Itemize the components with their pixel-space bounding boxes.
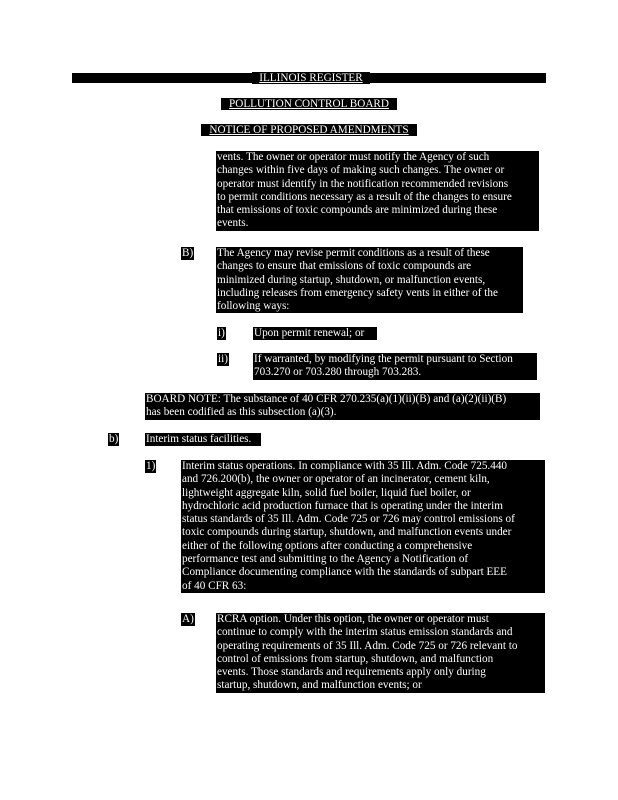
text-line: operating requirements of 35 Ill. Adm. Code 725 or 726 relevant to bbox=[217, 639, 518, 652]
text-line: events. bbox=[217, 217, 249, 230]
text-line: of 40 CFR 63: bbox=[182, 579, 247, 592]
item-i-text bbox=[253, 327, 377, 340]
text-line: 703.270 or 703.280 through 703.283. bbox=[254, 366, 422, 379]
item-label-ii: ii) bbox=[218, 353, 228, 365]
text-line: control of emissions from startup, shutdown, and malfunction bbox=[217, 652, 494, 665]
register-title: ILLINOIS REGISTER bbox=[252, 72, 370, 84]
text-line: The Agency may revise permit conditions as a result of these bbox=[217, 247, 490, 259]
board-note bbox=[145, 393, 540, 420]
text-line: RCRA option. Under this option, the owner or operator must bbox=[217, 613, 489, 625]
text-line: Upon permit renewal; or bbox=[254, 327, 365, 339]
item-label-b: b) bbox=[109, 433, 119, 445]
text-line: toxic compounds during startup, shutdown, and malfunction events under bbox=[182, 526, 512, 539]
text-line: and 726.200(b), the owner or operator of an incinerator, cement kiln, bbox=[182, 473, 490, 486]
text-line: status standards of 35 Ill. Adm. Code 725 or 726 may control emissions of bbox=[182, 513, 515, 526]
text-line: minimized during startup, shutdown, or malfunction events, bbox=[217, 273, 486, 286]
text-line: hydrochloric acid production furnace that is operating under the interim bbox=[182, 499, 503, 512]
text-line: events. Those standards and requirements apply only during bbox=[217, 666, 486, 679]
item-label-A: A) bbox=[182, 613, 194, 625]
text-line: to permit conditions necessary as a result of the changes to ensure bbox=[217, 190, 512, 203]
text-line: has been codified as this subsection (a)(3). bbox=[146, 406, 337, 419]
text-line: Interim status facilities. bbox=[146, 433, 252, 445]
item-ii-paragraph bbox=[253, 353, 537, 380]
item-label-1: 1) bbox=[146, 460, 156, 472]
item-b-heading bbox=[145, 433, 261, 446]
item-A-paragraph bbox=[216, 613, 545, 693]
item-B-paragraph bbox=[216, 247, 523, 313]
text-line: performance test and submitting to the Agency a Notification of bbox=[182, 553, 469, 566]
text-line: changes to ensure that emissions of toxic compounds are bbox=[217, 260, 472, 273]
text-line: startup, shutdown, and malfunction events; or bbox=[217, 679, 422, 692]
notice-title: NOTICE OF PROPOSED AMENDMENTS bbox=[201, 124, 417, 136]
text-line: following ways: bbox=[217, 300, 290, 313]
item-label-B: B) bbox=[182, 247, 194, 259]
text-line: Interim status operations. In compliance with 35 Ill. Adm. Code 725.440 bbox=[182, 460, 508, 472]
item-1-paragraph bbox=[181, 460, 545, 593]
text-line: operator must identify in the notification recommended revisions bbox=[217, 177, 509, 190]
text-line: Compliance documenting compliance with the standards of subpart EEE bbox=[182, 566, 507, 579]
continuation-paragraph bbox=[216, 151, 539, 231]
text-line: vents. The owner or operator must notify the Agency of such bbox=[217, 151, 490, 163]
board-title: POLLUTION CONTROL BOARD bbox=[221, 98, 397, 110]
text-line: BOARD NOTE: The substance of 40 CFR 270.235(a)(1)(ii)(B) and (a)(2)(ii)(B) bbox=[146, 393, 507, 405]
text-line: lightweight aggregate kiln, solid fuel boiler, liquid fuel boiler, or bbox=[182, 486, 471, 499]
item-label-i: i) bbox=[218, 327, 225, 339]
text-line: including releases from emergency safety vents in either of the bbox=[217, 286, 498, 299]
text-line: continue to comply with the interim status emission standards and bbox=[217, 626, 513, 639]
text-line: either of the following options after conducting a comprehensive bbox=[182, 539, 473, 552]
text-line: changes within five days of making such changes. The owner or bbox=[217, 164, 505, 177]
text-line: that emissions of toxic compounds are minimized during these bbox=[217, 204, 498, 217]
text-line: If warranted, by modifying the permit pursuant to Section bbox=[254, 353, 513, 365]
